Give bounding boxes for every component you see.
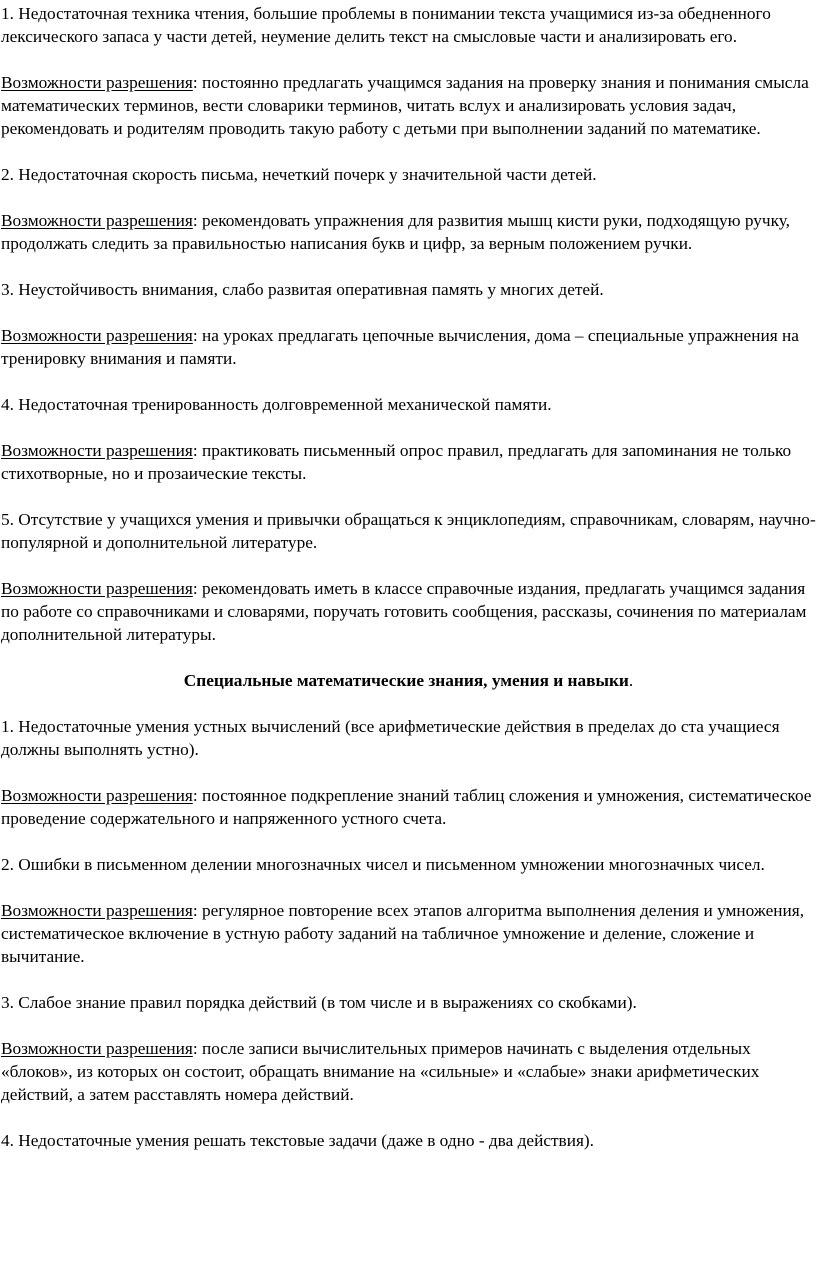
solution-text: : регулярное повторение всех этапов алгоритма выполнения деления и умножения, систематическое включение в устную работу заданий на табличное умножение и деление, сложение и вычитание. xyxy=(1,901,805,966)
solution-2 xyxy=(1,209,816,255)
solution-label: Возможности разрешения xyxy=(1,211,193,230)
section-heading xyxy=(1,669,816,692)
problem-5: 5. Отсутствие у учащихся умения и привычки обращаться к энциклопедиям, справочникам, словарям, научно-популярной и дополнительной литературе. xyxy=(1,510,816,552)
section-heading-tail: . xyxy=(628,671,634,690)
solution-label: Возможности разрешения xyxy=(1,579,193,598)
solution-text: : на уроках предлагать цепочные вычисления, дома – специальные упражнения на тренировку внимания и памяти. xyxy=(1,326,799,368)
solution-text: : постоянно предлагать учащимся задания на проверку знания и понимания смысла математических терминов, вести словарики терминов, читать вслух и анализировать условия задач, рекомендовать и родителям проводить такую работу с детьми при выполнении заданий по математике. xyxy=(1,73,809,138)
solution-text: : рекомендовать упражнения для развития мышц кисти руки, подходящую ручку, продолжать следить за правильностью написания букв и цифр, за верным положением ручки. xyxy=(1,211,790,253)
problem-4: 4. Недостаточная тренированность долговременной механической памяти. xyxy=(1,395,552,414)
math-problem-2: 2. Ошибки в письменном делении многозначных чисел и письменном умножении многозначных чисел. xyxy=(1,855,765,874)
problem-2: 2. Недостаточная скорость письма, нечеткий почерк у значительной части детей. xyxy=(1,165,597,184)
math-problem-1: 1. Недостаточные умения устных вычислений (все арифметические действия в пределах до ста учащиеся должны выполнять устно). xyxy=(1,717,780,759)
solution-label: Возможности разрешения xyxy=(1,441,193,460)
solution-label: Возможности разрешения xyxy=(1,1039,193,1058)
solution-label: Возможности разрешения xyxy=(1,326,193,345)
solution-text: : постоянное подкрепление знаний таблиц сложения и умножения, систематическое проведение содержательного и напряженного устного счета. xyxy=(1,786,812,828)
solution-4 xyxy=(1,439,816,485)
solution-3 xyxy=(1,324,816,370)
solution-1 xyxy=(1,71,816,140)
solution-label: Возможности разрешения xyxy=(1,901,193,920)
math-solution-2 xyxy=(1,899,816,968)
math-problem-3: 3. Слабое знание правил порядка действий (в том числе и в выражениях со скобками). xyxy=(1,993,637,1012)
solution-text: : после записи вычислительных примеров начинать с выделения отдельных «блоков», из которых он состоит, обращать внимание на «сильные» и «слабые» знаки арифметических действий, а затем расставлять номера действий. xyxy=(1,1039,760,1104)
solution-text: : рекомендовать иметь в классе справочные издания, предлагать учащимся задания по работе со справочниками и словарями, поручать готовить сообщения, рассказы, сочинения по материалам дополнительной литературы. xyxy=(1,579,807,644)
problem-1: 1. Недостаточная техника чтения, большие проблемы в понимании текста учащимися из-за обедненного лексического запаса у части детей, неумение делить текст на смысловые части и анализировать его. xyxy=(1,4,771,46)
section-heading-text: Специальные математические знания, умения и навыки xyxy=(183,671,629,690)
math-problem-4: 4. Недостаточные умения решать текстовые задачи (даже в одно - два действия). xyxy=(1,1131,594,1150)
solution-label: Возможности разрешения xyxy=(1,786,193,805)
math-solution-3 xyxy=(1,1037,816,1106)
solution-label: Возможности разрешения xyxy=(1,73,193,92)
problem-3: 3. Неустойчивость внимания, слабо развитая оперативная память у многих детей. xyxy=(1,280,604,299)
solution-5 xyxy=(1,577,816,646)
solution-text: : практиковать письменный опрос правил, предлагать для запоминания не только стихотворные, но и прозаические тексты. xyxy=(1,441,792,483)
math-solution-1 xyxy=(1,784,816,830)
